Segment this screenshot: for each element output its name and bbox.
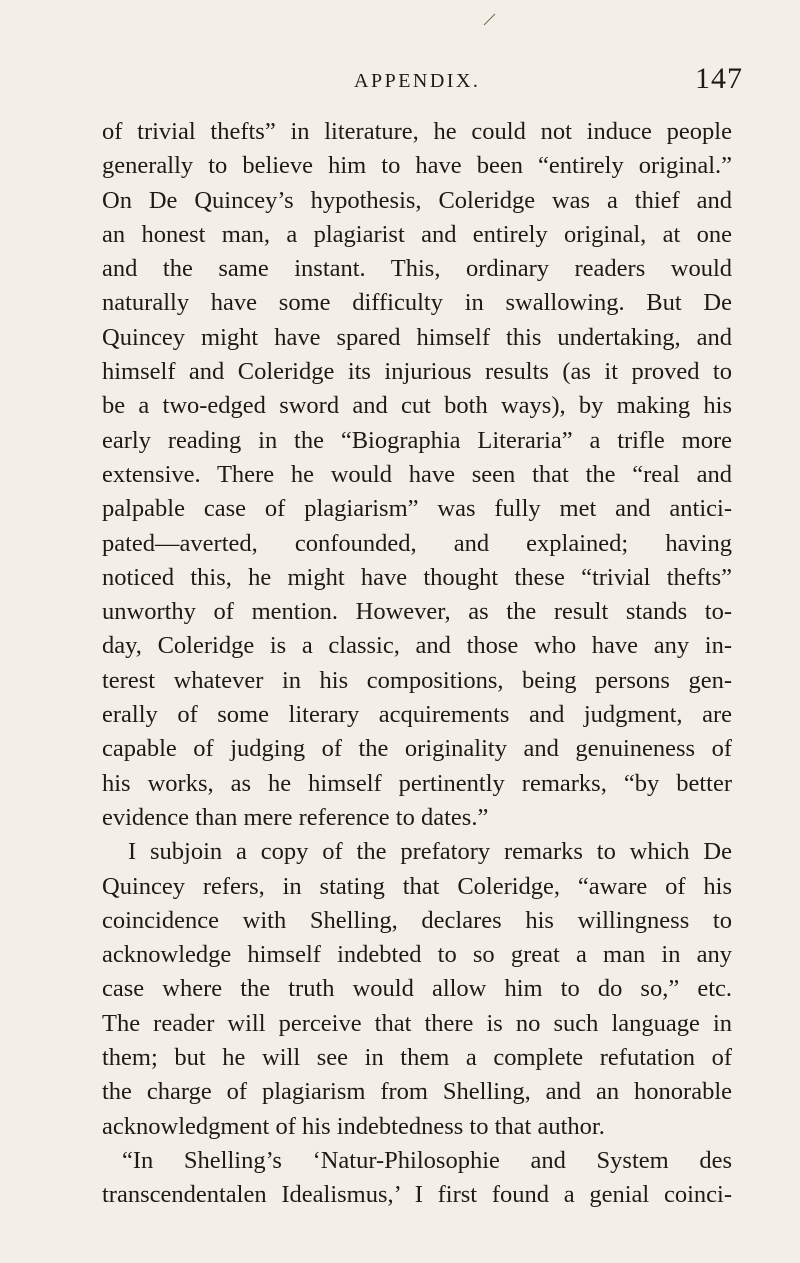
running-head [0, 62, 800, 102]
text-line: be a two-edged sword and cut both ways), by making his [102, 392, 732, 420]
text-line: coincidence with Shelling, declares his willingness to [102, 906, 732, 934]
text-line: of trivial thefts” in literature, he could not induce people [102, 118, 732, 145]
text-line: and the same instant. This, ordinary readers would [102, 255, 732, 283]
text-line: day, Coleridge is a classic, and those who have any in- [102, 632, 732, 660]
body-text [102, 115, 732, 1213]
paragraph-start-line: I subjoin a copy of the prefatory remarks to which De [128, 838, 732, 866]
text-line: Quincey refers, in stating that Coleridge, “aware of his [102, 872, 732, 900]
text-line: pated—averted, confounded, and explained; having [102, 529, 732, 557]
text-line: the charge of plagiarism from Shelling, and an honorable [102, 1078, 732, 1106]
text-line: terest whatever in his compositions, being persons gen- [102, 666, 732, 694]
text-line: himself and Coleridge its injurious results (as it proved to [102, 358, 732, 386]
text-line: his works, as he himself pertinently remarks, “by better [102, 769, 732, 797]
text-line: On De Quincey’s hypothesis, Coleridge was a thief and [102, 186, 732, 214]
text-line: Quincey might have spared himself this undertaking, and [102, 323, 732, 351]
text-line: case where the truth would allow him to do so,” etc. [102, 975, 732, 1003]
text-line: extensive. There he would have seen that the “real and [102, 460, 732, 488]
paragraph-end-line: evidence than mere reference to dates.” [102, 803, 489, 831]
text-line: early reading in the “Biographia Literaria” a trifle more [102, 426, 732, 454]
text-line: transcendentalen Idealismus,’ I first found a genial coinci- [102, 1181, 732, 1209]
text-line: an honest man, a plagiarist and entirely original, at one [102, 220, 732, 248]
text-line: palpable case of plagiarism” was fully met and antici- [102, 495, 732, 523]
quotation-start-line: “In Shelling’s ‘Natur-Philosophie and System des [122, 1146, 732, 1174]
text-line: capable of judging of the originality and genuineness of [102, 735, 732, 763]
text-line: naturally have some difficulty in swallowing. But De [102, 289, 732, 317]
paragraph-end-line: acknowledgment of his indebtedness to that author. [102, 1112, 605, 1140]
text-line: unworthy of mention. However, as the result stands to- [102, 598, 732, 626]
text-line: erally of some literary acquirements and judgment, are [102, 701, 732, 729]
text-line: noticed this, he might have thought these “trivial thefts” [102, 563, 732, 591]
text-line: them; but he will see in them a complete refutation of [102, 1044, 732, 1072]
paper-speck-mark [483, 12, 497, 26]
page-number: 147 [695, 62, 743, 95]
text-line: The reader will perceive that there is no such language in [102, 1009, 732, 1037]
text-line: acknowledge himself indebted to so great a man in any [102, 941, 732, 969]
text-line: generally to believe him to have been “entirely original.” [102, 152, 732, 180]
running-title: APPENDIX. [354, 70, 481, 92]
